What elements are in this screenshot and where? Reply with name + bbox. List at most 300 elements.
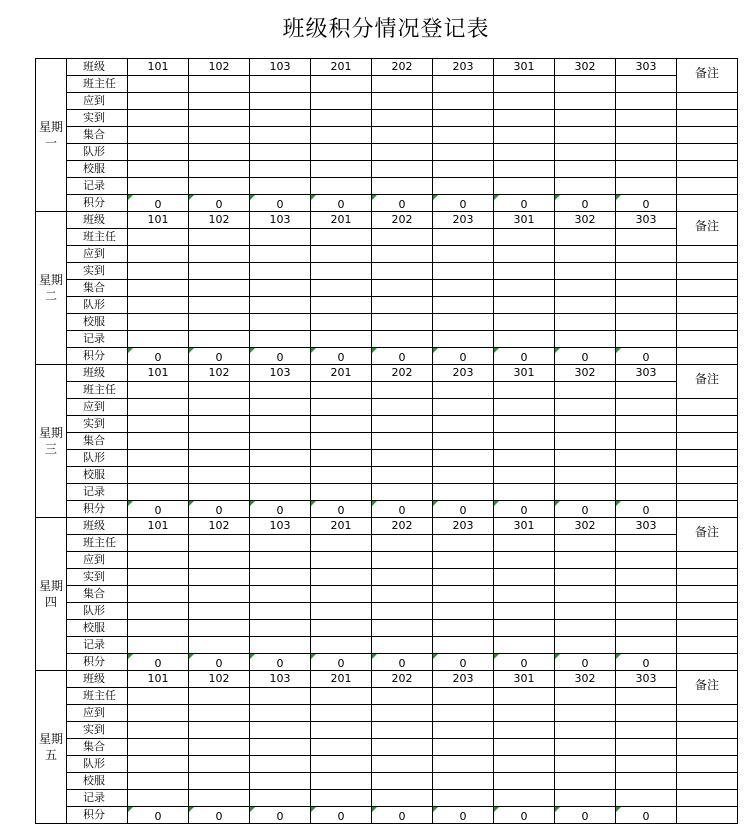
entry-cell[interactable]: [555, 229, 616, 246]
entry-cell[interactable]: [494, 722, 555, 739]
entry-cell[interactable]: [555, 569, 616, 586]
entry-cell[interactable]: [372, 722, 433, 739]
entry-cell[interactable]: [616, 144, 677, 161]
entry-cell[interactable]: [311, 450, 372, 467]
entry-cell[interactable]: [128, 467, 189, 484]
entry-cell[interactable]: [616, 246, 677, 263]
note-cell[interactable]: [677, 501, 738, 518]
entry-cell[interactable]: [616, 127, 677, 144]
class-number-cell[interactable]: 102: [189, 518, 250, 535]
score-cell[interactable]: 0: [250, 348, 311, 365]
entry-cell[interactable]: [616, 450, 677, 467]
entry-cell[interactable]: [189, 416, 250, 433]
entry-cell[interactable]: [128, 535, 189, 552]
class-number-cell[interactable]: 203: [433, 518, 494, 535]
entry-cell[interactable]: [311, 433, 372, 450]
entry-cell[interactable]: [372, 484, 433, 501]
entry-cell[interactable]: [128, 144, 189, 161]
class-number-cell[interactable]: 203: [433, 59, 494, 76]
class-number-cell[interactable]: 303: [616, 671, 677, 688]
entry-cell[interactable]: [372, 416, 433, 433]
note-cell[interactable]: [677, 280, 738, 297]
entry-cell[interactable]: [555, 246, 616, 263]
entry-cell[interactable]: [311, 399, 372, 416]
entry-cell[interactable]: [494, 586, 555, 603]
entry-cell[interactable]: [494, 127, 555, 144]
entry-cell[interactable]: [128, 246, 189, 263]
entry-cell[interactable]: [372, 331, 433, 348]
entry-cell[interactable]: [433, 637, 494, 654]
note-cell[interactable]: [677, 399, 738, 416]
score-cell[interactable]: 0: [616, 501, 677, 518]
class-number-cell[interactable]: 103: [250, 212, 311, 229]
entry-cell[interactable]: [494, 739, 555, 756]
entry-cell[interactable]: [311, 552, 372, 569]
entry-cell[interactable]: [555, 535, 616, 552]
entry-cell[interactable]: [128, 297, 189, 314]
entry-cell[interactable]: [494, 620, 555, 637]
entry-cell[interactable]: [616, 603, 677, 620]
entry-cell[interactable]: [250, 127, 311, 144]
entry-cell[interactable]: [189, 688, 250, 705]
entry-cell[interactable]: [250, 467, 311, 484]
entry-cell[interactable]: [311, 382, 372, 399]
entry-cell[interactable]: [372, 739, 433, 756]
entry-cell[interactable]: [189, 280, 250, 297]
entry-cell[interactable]: [433, 399, 494, 416]
entry-cell[interactable]: [250, 144, 311, 161]
entry-cell[interactable]: [250, 790, 311, 807]
entry-cell[interactable]: [494, 416, 555, 433]
score-cell[interactable]: 0: [372, 195, 433, 212]
entry-cell[interactable]: [555, 739, 616, 756]
entry-cell[interactable]: [372, 586, 433, 603]
class-number-cell[interactable]: 101: [128, 59, 189, 76]
class-number-cell[interactable]: 302: [555, 59, 616, 76]
score-cell[interactable]: 0: [250, 195, 311, 212]
entry-cell[interactable]: [616, 161, 677, 178]
entry-cell[interactable]: [189, 382, 250, 399]
note-cell[interactable]: [677, 178, 738, 195]
entry-cell[interactable]: [189, 76, 250, 93]
entry-cell[interactable]: [250, 756, 311, 773]
entry-cell[interactable]: [311, 246, 372, 263]
entry-cell[interactable]: [616, 620, 677, 637]
entry-cell[interactable]: [555, 484, 616, 501]
entry-cell[interactable]: [311, 637, 372, 654]
note-cell[interactable]: [677, 705, 738, 722]
class-number-cell[interactable]: 301: [494, 365, 555, 382]
entry-cell[interactable]: [250, 161, 311, 178]
entry-cell[interactable]: [128, 416, 189, 433]
entry-cell[interactable]: [128, 637, 189, 654]
entry-cell[interactable]: [494, 569, 555, 586]
score-cell[interactable]: 0: [433, 807, 494, 824]
entry-cell[interactable]: [433, 127, 494, 144]
entry-cell[interactable]: [128, 280, 189, 297]
entry-cell[interactable]: [250, 314, 311, 331]
entry-cell[interactable]: [372, 110, 433, 127]
note-cell[interactable]: [677, 331, 738, 348]
entry-cell[interactable]: [555, 688, 616, 705]
score-cell[interactable]: 0: [433, 654, 494, 671]
entry-cell[interactable]: [189, 739, 250, 756]
entry-cell[interactable]: [189, 637, 250, 654]
entry-cell[interactable]: [494, 450, 555, 467]
entry-cell[interactable]: [616, 722, 677, 739]
entry-cell[interactable]: [555, 161, 616, 178]
entry-cell[interactable]: [311, 773, 372, 790]
entry-cell[interactable]: [433, 93, 494, 110]
entry-cell[interactable]: [189, 705, 250, 722]
entry-cell[interactable]: [433, 569, 494, 586]
entry-cell[interactable]: [555, 722, 616, 739]
entry-cell[interactable]: [433, 416, 494, 433]
score-cell[interactable]: 0: [616, 348, 677, 365]
score-cell[interactable]: 0: [372, 348, 433, 365]
entry-cell[interactable]: [555, 280, 616, 297]
entry-cell[interactable]: [250, 76, 311, 93]
entry-cell[interactable]: [128, 773, 189, 790]
entry-cell[interactable]: [433, 756, 494, 773]
note-cell[interactable]: [677, 790, 738, 807]
note-cell[interactable]: [677, 144, 738, 161]
class-number-cell[interactable]: 101: [128, 212, 189, 229]
entry-cell[interactable]: [555, 552, 616, 569]
score-cell[interactable]: 0: [494, 807, 555, 824]
score-cell[interactable]: 0: [250, 807, 311, 824]
class-number-cell[interactable]: 302: [555, 212, 616, 229]
entry-cell[interactable]: [433, 722, 494, 739]
entry-cell[interactable]: [494, 637, 555, 654]
entry-cell[interactable]: [128, 586, 189, 603]
entry-cell[interactable]: [128, 705, 189, 722]
entry-cell[interactable]: [616, 263, 677, 280]
class-number-cell[interactable]: 302: [555, 365, 616, 382]
class-number-cell[interactable]: 103: [250, 671, 311, 688]
entry-cell[interactable]: [494, 790, 555, 807]
entry-cell[interactable]: [616, 773, 677, 790]
entry-cell[interactable]: [189, 790, 250, 807]
entry-cell[interactable]: [128, 263, 189, 280]
class-number-cell[interactable]: 102: [189, 212, 250, 229]
entry-cell[interactable]: [311, 229, 372, 246]
entry-cell[interactable]: [311, 467, 372, 484]
entry-cell[interactable]: [311, 603, 372, 620]
entry-cell[interactable]: [555, 433, 616, 450]
entry-cell[interactable]: [189, 773, 250, 790]
entry-cell[interactable]: [616, 93, 677, 110]
entry-cell[interactable]: [616, 280, 677, 297]
entry-cell[interactable]: [616, 569, 677, 586]
class-number-cell[interactable]: 102: [189, 671, 250, 688]
entry-cell[interactable]: [494, 603, 555, 620]
entry-cell[interactable]: [616, 705, 677, 722]
entry-cell[interactable]: [494, 110, 555, 127]
note-cell[interactable]: [677, 637, 738, 654]
entry-cell[interactable]: [555, 110, 616, 127]
entry-cell[interactable]: [311, 280, 372, 297]
entry-cell[interactable]: [189, 399, 250, 416]
entry-cell[interactable]: [311, 161, 372, 178]
class-number-cell[interactable]: 203: [433, 212, 494, 229]
entry-cell[interactable]: [311, 144, 372, 161]
score-cell[interactable]: 0: [311, 807, 372, 824]
entry-cell[interactable]: [433, 178, 494, 195]
entry-cell[interactable]: [311, 569, 372, 586]
entry-cell[interactable]: [250, 739, 311, 756]
entry-cell[interactable]: [250, 382, 311, 399]
entry-cell[interactable]: [433, 76, 494, 93]
score-cell[interactable]: 0: [555, 807, 616, 824]
entry-cell[interactable]: [616, 739, 677, 756]
entry-cell[interactable]: [433, 586, 494, 603]
class-number-cell[interactable]: 301: [494, 212, 555, 229]
entry-cell[interactable]: [433, 688, 494, 705]
entry-cell[interactable]: [250, 450, 311, 467]
entry-cell[interactable]: [372, 552, 433, 569]
entry-cell[interactable]: [189, 586, 250, 603]
entry-cell[interactable]: [128, 484, 189, 501]
entry-cell[interactable]: [555, 76, 616, 93]
entry-cell[interactable]: [250, 620, 311, 637]
note-cell[interactable]: [677, 484, 738, 501]
entry-cell[interactable]: [128, 178, 189, 195]
class-number-cell[interactable]: 301: [494, 59, 555, 76]
class-number-cell[interactable]: 302: [555, 518, 616, 535]
entry-cell[interactable]: [189, 552, 250, 569]
entry-cell[interactable]: [616, 535, 677, 552]
entry-cell[interactable]: [433, 705, 494, 722]
entry-cell[interactable]: [250, 416, 311, 433]
entry-cell[interactable]: [433, 535, 494, 552]
score-cell[interactable]: 0: [311, 348, 372, 365]
class-number-cell[interactable]: 303: [616, 365, 677, 382]
note-cell[interactable]: [677, 603, 738, 620]
entry-cell[interactable]: [616, 178, 677, 195]
score-cell[interactable]: 0: [494, 348, 555, 365]
entry-cell[interactable]: [433, 382, 494, 399]
entry-cell[interactable]: [372, 399, 433, 416]
entry-cell[interactable]: [372, 790, 433, 807]
entry-cell[interactable]: [128, 314, 189, 331]
entry-cell[interactable]: [372, 467, 433, 484]
entry-cell[interactable]: [372, 263, 433, 280]
entry-cell[interactable]: [128, 110, 189, 127]
note-cell[interactable]: [677, 569, 738, 586]
class-number-cell[interactable]: 303: [616, 518, 677, 535]
note-cell[interactable]: [677, 467, 738, 484]
entry-cell[interactable]: [494, 93, 555, 110]
entry-cell[interactable]: [311, 620, 372, 637]
entry-cell[interactable]: [189, 722, 250, 739]
entry-cell[interactable]: [372, 93, 433, 110]
class-number-cell[interactable]: 301: [494, 518, 555, 535]
entry-cell[interactable]: [189, 467, 250, 484]
entry-cell[interactable]: [433, 603, 494, 620]
class-number-cell[interactable]: 202: [372, 518, 433, 535]
score-cell[interactable]: 0: [250, 501, 311, 518]
class-number-cell[interactable]: 203: [433, 365, 494, 382]
entry-cell[interactable]: [555, 620, 616, 637]
entry-cell[interactable]: [128, 569, 189, 586]
entry-cell[interactable]: [616, 790, 677, 807]
entry-cell[interactable]: [555, 263, 616, 280]
entry-cell[interactable]: [555, 637, 616, 654]
entry-cell[interactable]: [555, 756, 616, 773]
note-cell[interactable]: [677, 161, 738, 178]
entry-cell[interactable]: [616, 229, 677, 246]
entry-cell[interactable]: [616, 484, 677, 501]
entry-cell[interactable]: [555, 314, 616, 331]
score-cell[interactable]: 0: [616, 654, 677, 671]
entry-cell[interactable]: [250, 586, 311, 603]
entry-cell[interactable]: [616, 756, 677, 773]
note-cell[interactable]: [677, 756, 738, 773]
entry-cell[interactable]: [250, 399, 311, 416]
entry-cell[interactable]: [433, 280, 494, 297]
entry-cell[interactable]: [494, 280, 555, 297]
entry-cell[interactable]: [372, 297, 433, 314]
score-cell[interactable]: 0: [616, 807, 677, 824]
class-number-cell[interactable]: 303: [616, 212, 677, 229]
entry-cell[interactable]: [616, 297, 677, 314]
entry-cell[interactable]: [311, 790, 372, 807]
entry-cell[interactable]: [311, 76, 372, 93]
entry-cell[interactable]: [372, 756, 433, 773]
score-cell[interactable]: 0: [311, 195, 372, 212]
entry-cell[interactable]: [250, 603, 311, 620]
entry-cell[interactable]: [128, 620, 189, 637]
entry-cell[interactable]: [189, 178, 250, 195]
entry-cell[interactable]: [372, 535, 433, 552]
score-cell[interactable]: 0: [494, 195, 555, 212]
entry-cell[interactable]: [616, 399, 677, 416]
entry-cell[interactable]: [616, 467, 677, 484]
entry-cell[interactable]: [311, 484, 372, 501]
class-number-cell[interactable]: 201: [311, 518, 372, 535]
note-cell[interactable]: [677, 654, 738, 671]
entry-cell[interactable]: [494, 76, 555, 93]
entry-cell[interactable]: [189, 297, 250, 314]
entry-cell[interactable]: [372, 433, 433, 450]
entry-cell[interactable]: [250, 705, 311, 722]
note-cell[interactable]: [677, 246, 738, 263]
entry-cell[interactable]: [433, 110, 494, 127]
entry-cell[interactable]: [128, 756, 189, 773]
entry-cell[interactable]: [494, 314, 555, 331]
entry-cell[interactable]: [372, 569, 433, 586]
entry-cell[interactable]: [189, 93, 250, 110]
entry-cell[interactable]: [189, 331, 250, 348]
score-cell[interactable]: 0: [555, 501, 616, 518]
class-number-cell[interactable]: 202: [372, 59, 433, 76]
entry-cell[interactable]: [433, 552, 494, 569]
class-number-cell[interactable]: 201: [311, 59, 372, 76]
class-number-cell[interactable]: 301: [494, 671, 555, 688]
entry-cell[interactable]: [250, 637, 311, 654]
entry-cell[interactable]: [311, 739, 372, 756]
entry-cell[interactable]: [555, 382, 616, 399]
score-cell[interactable]: 0: [189, 501, 250, 518]
entry-cell[interactable]: [128, 331, 189, 348]
entry-cell[interactable]: [555, 127, 616, 144]
entry-cell[interactable]: [372, 76, 433, 93]
note-cell[interactable]: [677, 722, 738, 739]
note-cell[interactable]: [677, 807, 738, 824]
entry-cell[interactable]: [494, 773, 555, 790]
score-cell[interactable]: 0: [189, 195, 250, 212]
score-cell[interactable]: 0: [433, 195, 494, 212]
entry-cell[interactable]: [555, 416, 616, 433]
entry-cell[interactable]: [555, 773, 616, 790]
score-cell[interactable]: 0: [128, 501, 189, 518]
entry-cell[interactable]: [250, 433, 311, 450]
entry-cell[interactable]: [555, 331, 616, 348]
entry-cell[interactable]: [250, 552, 311, 569]
entry-cell[interactable]: [250, 535, 311, 552]
entry-cell[interactable]: [128, 450, 189, 467]
note-cell[interactable]: [677, 93, 738, 110]
entry-cell[interactable]: [433, 314, 494, 331]
entry-cell[interactable]: [616, 382, 677, 399]
entry-cell[interactable]: [311, 416, 372, 433]
note-cell[interactable]: [677, 127, 738, 144]
class-number-cell[interactable]: 102: [189, 365, 250, 382]
entry-cell[interactable]: [494, 297, 555, 314]
entry-cell[interactable]: [311, 688, 372, 705]
note-cell[interactable]: [677, 314, 738, 331]
entry-cell[interactable]: [616, 552, 677, 569]
score-cell[interactable]: 0: [128, 195, 189, 212]
entry-cell[interactable]: [189, 127, 250, 144]
entry-cell[interactable]: [189, 246, 250, 263]
entry-cell[interactable]: [616, 76, 677, 93]
score-cell[interactable]: 0: [189, 654, 250, 671]
entry-cell[interactable]: [189, 144, 250, 161]
entry-cell[interactable]: [311, 297, 372, 314]
entry-cell[interactable]: [494, 263, 555, 280]
note-cell[interactable]: [677, 195, 738, 212]
note-cell[interactable]: [677, 297, 738, 314]
note-cell[interactable]: [677, 416, 738, 433]
entry-cell[interactable]: [433, 144, 494, 161]
entry-cell[interactable]: [616, 416, 677, 433]
entry-cell[interactable]: [128, 161, 189, 178]
entry-cell[interactable]: [555, 467, 616, 484]
entry-cell[interactable]: [494, 688, 555, 705]
score-cell[interactable]: 0: [494, 654, 555, 671]
entry-cell[interactable]: [189, 450, 250, 467]
class-number-cell[interactable]: 302: [555, 671, 616, 688]
class-number-cell[interactable]: 101: [128, 518, 189, 535]
entry-cell[interactable]: [433, 790, 494, 807]
entry-cell[interactable]: [250, 263, 311, 280]
score-cell[interactable]: 0: [555, 348, 616, 365]
entry-cell[interactable]: [250, 331, 311, 348]
class-number-cell[interactable]: 103: [250, 59, 311, 76]
entry-cell[interactable]: [433, 297, 494, 314]
entry-cell[interactable]: [311, 93, 372, 110]
entry-cell[interactable]: [616, 586, 677, 603]
entry-cell[interactable]: [494, 433, 555, 450]
entry-cell[interactable]: [494, 382, 555, 399]
entry-cell[interactable]: [433, 229, 494, 246]
entry-cell[interactable]: [189, 569, 250, 586]
entry-cell[interactable]: [189, 603, 250, 620]
entry-cell[interactable]: [250, 569, 311, 586]
entry-cell[interactable]: [433, 246, 494, 263]
